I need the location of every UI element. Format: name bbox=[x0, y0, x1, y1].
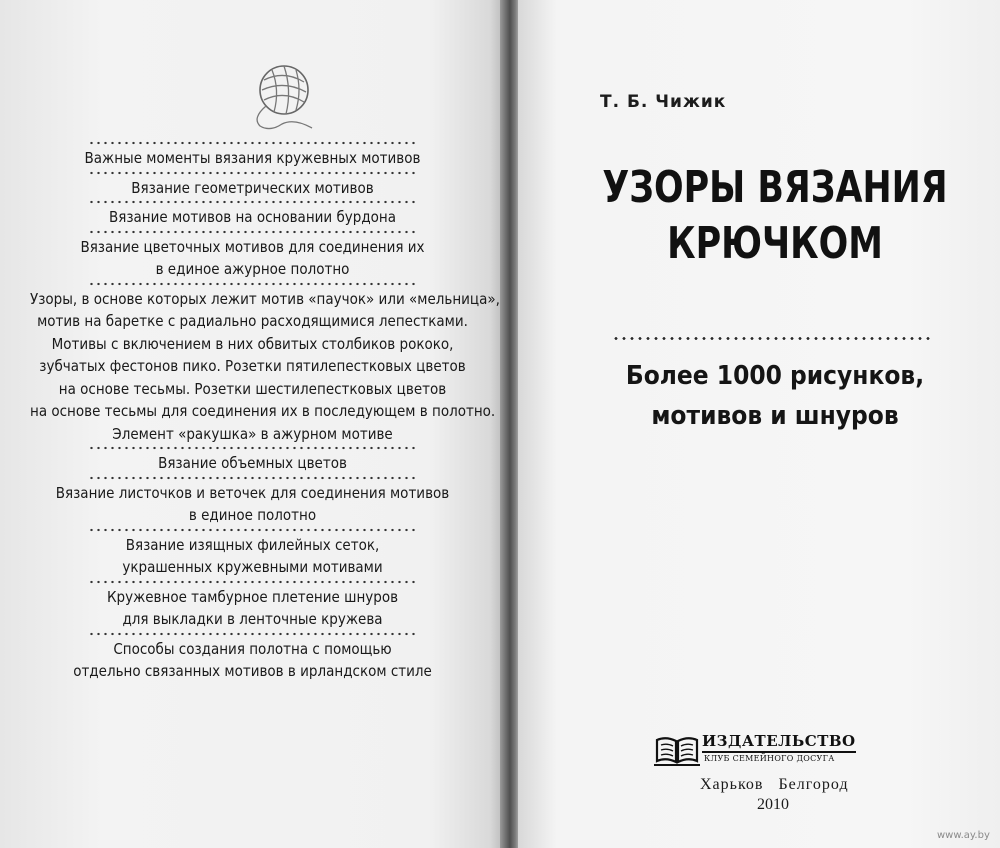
title-line: УЗОРЫ ВЯЗАНИЯ bbox=[602, 162, 948, 213]
toc-dotted-divider bbox=[88, 171, 418, 175]
toc-line: мотив на баретке с радиально расходящимися лепестками. bbox=[37, 312, 468, 330]
watermark: www.ay.by bbox=[937, 830, 990, 841]
toc-line: зубчатых фестонов пико. Розетки пятилепестковых цветов bbox=[39, 357, 466, 375]
toc-line: для выкладки в ленточные кружева bbox=[122, 610, 383, 628]
toc-line: отдельно связанных мотивов в ирландском стиле bbox=[73, 662, 432, 680]
toc-line: в единое ажурное полотно bbox=[155, 260, 350, 278]
toc-section bbox=[30, 206, 475, 229]
toc-section bbox=[30, 534, 475, 579]
title-line: КРЮЧКОМ bbox=[667, 218, 883, 269]
toc-dotted-divider bbox=[88, 200, 418, 204]
dotted-divider bbox=[612, 336, 934, 341]
toc-line: Вязание мотивов на основании бурдона bbox=[108, 208, 397, 226]
toc-section bbox=[30, 177, 475, 200]
toc-line: на основе тесьмы. Розетки шестилепестковых цветов bbox=[58, 379, 447, 398]
publisher-name: ИЗДАТЕЛЬСТВО bbox=[702, 732, 856, 753]
publisher-cities: Харьков Белгород bbox=[700, 776, 849, 793]
publication-year: 2010 bbox=[757, 796, 789, 813]
toc-line: Вязание изящных филейных сеток, bbox=[125, 535, 380, 554]
toc-dotted-divider bbox=[88, 141, 418, 145]
toc-section bbox=[30, 452, 475, 475]
toc-line: Способы создания полотна с помощью bbox=[113, 639, 392, 658]
toc-dotted-divider bbox=[88, 476, 418, 480]
open-book-icon bbox=[654, 732, 700, 768]
toc-line: Вязание цветочных мотивов для соединения их bbox=[80, 237, 425, 256]
toc-dotted-divider bbox=[88, 446, 418, 450]
toc-line: Вязание объемных цветов bbox=[158, 454, 347, 472]
toc-line: Мотивы с включением в них обвитых столбиков рококо, bbox=[51, 334, 454, 353]
toc-dotted-divider bbox=[88, 632, 418, 636]
toc-section bbox=[30, 586, 475, 631]
yarn-ball-icon bbox=[242, 62, 326, 134]
subtitle-line: мотивов и шнуров bbox=[651, 401, 899, 431]
toc-section bbox=[30, 147, 475, 170]
toc-section bbox=[30, 638, 475, 683]
toc-line: Вязание листочков и веточек для соединения мотивов bbox=[55, 483, 450, 502]
toc-line: Кружевное тамбурное плетение шнуров bbox=[106, 587, 399, 606]
toc-line: Узоры, в основе которых лежит мотив «паучок» или «мельница», bbox=[30, 289, 500, 308]
toc-dotted-divider bbox=[88, 282, 418, 286]
toc-section bbox=[30, 236, 475, 281]
publisher-subtitle: КЛУБ СЕМЕЙНОГО ДОСУГА bbox=[704, 754, 835, 763]
toc-section bbox=[30, 482, 475, 527]
book-subtitle bbox=[580, 356, 970, 436]
toc-dotted-divider bbox=[88, 580, 418, 584]
toc-line: украшенных кружевными мотивами bbox=[122, 558, 383, 576]
toc-line: Важные моменты вязания кружевных мотивов bbox=[84, 149, 421, 167]
subtitle-line: Более 1000 рисунков, bbox=[625, 361, 925, 391]
toc-line: на основе тесьмы для соединения их в последующем в полотно. bbox=[30, 402, 496, 420]
toc-section bbox=[30, 288, 500, 446]
book-title bbox=[595, 160, 956, 272]
toc-dotted-divider bbox=[88, 230, 418, 234]
publisher-logo bbox=[654, 730, 854, 770]
author: Т. Б. Чижик bbox=[600, 92, 727, 112]
table-of-contents bbox=[30, 140, 500, 683]
toc-line: Вязание геометрических мотивов bbox=[131, 178, 374, 197]
toc-line: Элемент «ракушка» в ажурном мотиве bbox=[112, 424, 393, 443]
toc-line: в единое полотно bbox=[188, 506, 317, 524]
toc-dotted-divider bbox=[88, 528, 418, 532]
